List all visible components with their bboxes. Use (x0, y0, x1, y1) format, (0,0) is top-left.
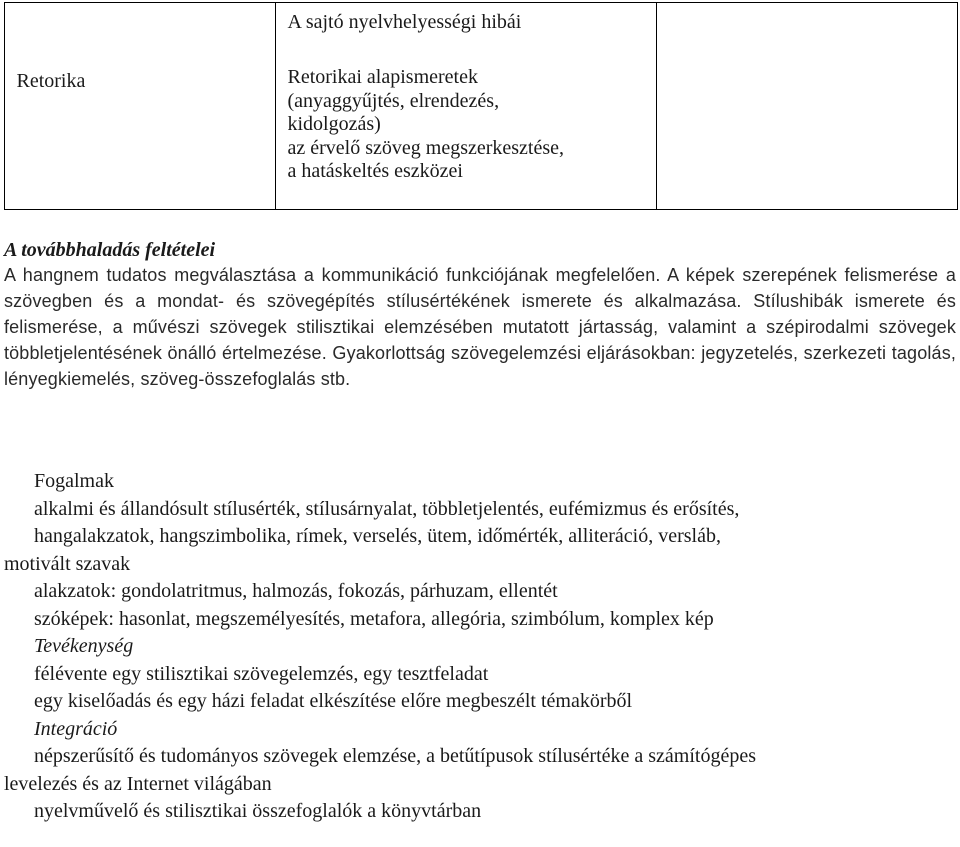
concepts-line: motivált szavak (4, 552, 131, 575)
concepts-line: hangalakzatok, hangszimbolika, rímek, verselés, ütem, időmérték, alliteráció, versláb, (34, 525, 721, 547)
integration-line: népszerűsítő és tudományos szövegek elemzése, a betűtípusok stílusértéke a számítógépes (34, 745, 757, 767)
concepts-heading: Fogalmak (34, 470, 114, 492)
concepts-line: alakzatok: gondolatritmus, halmozás, fokozás, párhuzam, ellentét (34, 580, 558, 602)
topic-table (4, 2, 958, 210)
topic-line: az érvelő szöveg megszerkesztése, (287, 136, 565, 159)
topic-content (288, 11, 648, 184)
topic-line: a hatáskeltés eszközei (287, 160, 463, 182)
activity-line: egy kiselőadás és egy házi feladat elkészítése előre megbeszélt témakörből (34, 690, 633, 712)
table-row (5, 3, 958, 210)
topic-cell (276, 3, 657, 210)
topic-title: A sajtó nyelvhelyességi hibái (287, 10, 522, 33)
integration-heading: Integráció (34, 717, 118, 740)
empty-cell (657, 3, 958, 210)
activity-heading: Tevékenység (34, 635, 134, 657)
integration-line: levelezés és az Internet világában (4, 772, 272, 795)
subject-label: Retorika (16, 69, 86, 92)
subject-cell (5, 3, 276, 210)
concepts-line: szóképek: hasonlat, megszemélyesítés, metafora, allegória, szimbólum, komplex kép (34, 607, 714, 630)
topic-line: (anyaggyűjtés, elrendezés, (287, 89, 500, 112)
topic-line: kidolgozás) (287, 113, 381, 135)
integration-line: nyelvművelő és stilisztikai összefoglalók a könyvtárban (34, 800, 482, 822)
advancement-heading: A továbbhaladás feltételei (4, 239, 216, 261)
topic-line: Retorikai alapismeretek (287, 66, 478, 88)
concepts-section (4, 468, 956, 826)
activity-line: félévente egy stilisztikai szövegelemzés, egy tesztfeladat (34, 662, 489, 685)
concepts-line: alkalmi és állandósult stílusérték, stílusárnyalat, többletjelentés, eufémizmus és erősítés, (34, 497, 740, 520)
advancement-paragraph: A hangnem tudatos megválasztása a kommunikáció funkciójának megfelelően. A képek szerepének felismerése a szövegben és a mondat- és szövegépítés stílusértékének ismerete és alkalmazása. Stílushibák ismerete és felismerése, a művészi szövegek stilisztikai elemzésében mutatott jártasság, valamint a szépirodalmi szövegek többletjelentésének önálló értelmezése. Gyakorlottság szövegelemzési eljárásokban: jegyzetelés, szerkezeti tagolás, lényegkiemelés, szöveg-összefoglalás stb. (4, 265, 956, 389)
advancement-section (4, 238, 956, 392)
